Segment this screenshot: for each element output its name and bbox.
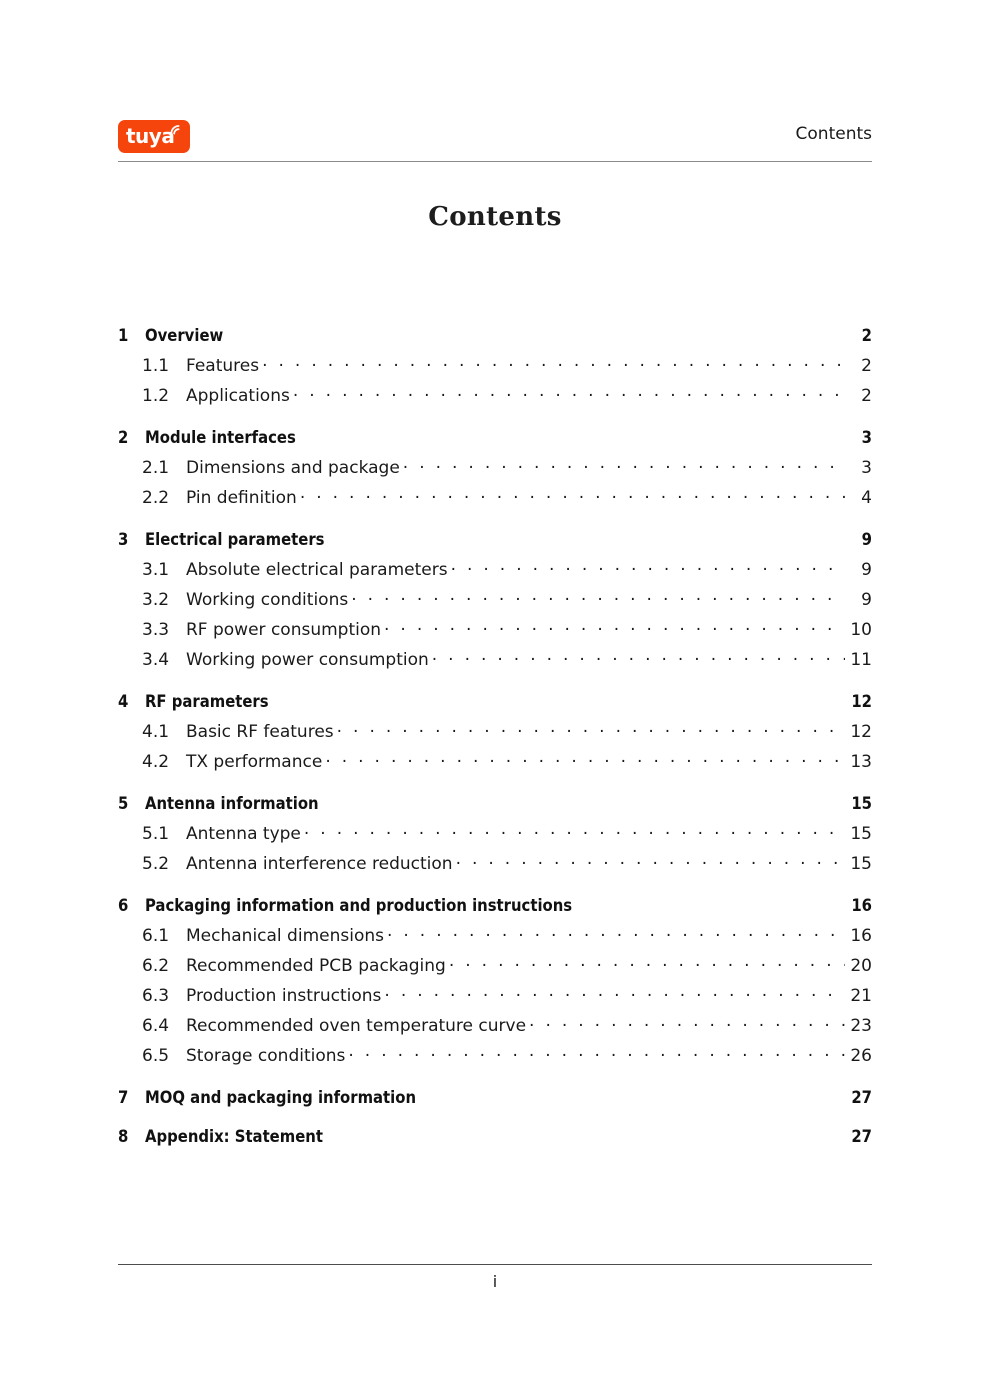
- toc-section-label: Antenna type: [186, 824, 301, 844]
- toc-section-label: Dimensions and package: [186, 458, 400, 478]
- toc-section-entry[interactable]: [118, 852, 872, 882]
- toc-section-number: 6.5: [142, 1046, 170, 1066]
- table-of-contents: [118, 326, 872, 1155]
- toc-chapter-number: 2: [118, 428, 129, 447]
- toc-section-label: Basic RF features: [186, 722, 334, 742]
- toc-section-page: 15: [850, 824, 872, 844]
- toc-section-label: Production instructions: [186, 986, 382, 1006]
- toc-section-number: 5.1: [142, 824, 170, 844]
- toc-section-number: 2.2: [142, 488, 170, 508]
- toc-section-number: 1.1: [142, 356, 170, 376]
- toc-section-entry[interactable]: [118, 456, 872, 486]
- toc-section-page: 9: [861, 590, 872, 610]
- toc-chapter-entry[interactable]: [118, 692, 872, 717]
- toc-chapter-label: Module interfaces: [145, 428, 296, 447]
- toc-section-label: Working power consumption: [186, 650, 429, 670]
- toc-section-entry[interactable]: [118, 1014, 872, 1044]
- toc-section-page: 16: [850, 926, 872, 946]
- page-title: Contents: [428, 202, 562, 232]
- toc-chapter-page: 2: [861, 326, 872, 345]
- toc-chapter-entry[interactable]: [118, 530, 872, 555]
- toc-dot-leader: [529, 1014, 845, 1031]
- page-header: [118, 112, 872, 160]
- toc-section-entry[interactable]: [118, 720, 872, 750]
- toc-group: [118, 1088, 872, 1113]
- running-head: Contents: [795, 124, 872, 144]
- toc-chapter-label: Electrical parameters: [145, 530, 325, 549]
- toc-chapter-entry[interactable]: [118, 428, 872, 453]
- toc-dot-leader: [384, 984, 845, 1001]
- toc-chapter-number: 5: [118, 794, 129, 813]
- toc-section-page: 23: [850, 1016, 872, 1036]
- toc-section-number: 3.3: [142, 620, 170, 640]
- toc-section-entry[interactable]: [118, 558, 872, 588]
- toc-section-label: Pin definition: [186, 488, 297, 508]
- toc-dot-leader: [348, 1044, 845, 1061]
- toc-chapter-page: 16: [851, 896, 872, 915]
- toc-section-entry[interactable]: [118, 618, 872, 648]
- toc-group: [118, 692, 872, 780]
- toc-section-label: Antenna interference reduction: [186, 854, 453, 874]
- toc-section-number: 3.1: [142, 560, 170, 580]
- toc-dot-leader: [325, 750, 845, 767]
- toc-chapter-page: 27: [851, 1088, 872, 1107]
- toc-chapter-number: 1: [118, 326, 129, 345]
- toc-section-entry[interactable]: [118, 954, 872, 984]
- toc-dot-leader: [432, 648, 845, 665]
- toc-section-page: 15: [850, 854, 872, 874]
- toc-dot-leader: [456, 852, 845, 869]
- toc-section-number: 5.2: [142, 854, 170, 874]
- toc-group: [118, 794, 872, 882]
- toc-dot-leader: [403, 456, 845, 473]
- toc-dot-leader: [300, 486, 845, 503]
- toc-group: [118, 1127, 872, 1152]
- toc-section-number: 1.2: [142, 386, 170, 406]
- toc-chapter-label: RF parameters: [145, 692, 269, 711]
- toc-section-number: 4.1: [142, 722, 170, 742]
- toc-section-entry[interactable]: [118, 984, 872, 1014]
- toc-section-label: Recommended oven temperature curve: [186, 1016, 527, 1036]
- toc-dot-leader: [384, 618, 845, 635]
- toc-chapter-label: Overview: [145, 326, 224, 345]
- toc-dot-leader: [387, 924, 845, 941]
- footer-divider: [118, 1264, 872, 1265]
- toc-dot-leader: [262, 354, 845, 371]
- toc-section-page: 4: [861, 488, 872, 508]
- toc-dot-leader: [351, 588, 845, 605]
- toc-chapter-page: 9: [861, 530, 872, 549]
- toc-section-page: 20: [850, 956, 872, 976]
- toc-section-entry[interactable]: [118, 1044, 872, 1074]
- toc-chapter-page: 27: [851, 1127, 872, 1146]
- toc-chapter-page: 15: [851, 794, 872, 813]
- toc-section-label: RF power consumption: [186, 620, 382, 640]
- toc-section-entry[interactable]: [118, 750, 872, 780]
- toc-chapter-number: 6: [118, 896, 129, 915]
- toc-section-page: 3: [861, 458, 872, 478]
- toc-dot-leader: [304, 822, 845, 839]
- toc-chapter-number: 4: [118, 692, 129, 711]
- toc-dot-leader: [451, 558, 845, 575]
- toc-section-number: 3.2: [142, 590, 170, 610]
- toc-section-page: 2: [861, 356, 872, 376]
- wifi-signal-icon: [169, 121, 185, 135]
- toc-section-number: 3.4: [142, 650, 170, 670]
- toc-section-label: Mechanical dimensions: [186, 926, 384, 946]
- toc-section-entry[interactable]: [118, 354, 872, 384]
- tuya-logo: [118, 120, 190, 153]
- logo-wordmark: tuya: [126, 124, 175, 148]
- toc-section-label: TX performance: [186, 752, 323, 772]
- toc-chapter-page: 3: [861, 428, 872, 447]
- toc-chapter-entry[interactable]: [118, 1127, 872, 1152]
- toc-section-number: 6.4: [142, 1016, 170, 1036]
- toc-section-label: Absolute electrical parameters: [186, 560, 448, 580]
- toc-section-page: 21: [850, 986, 872, 1006]
- toc-chapter-number: 8: [118, 1127, 129, 1146]
- toc-dot-leader: [293, 384, 845, 401]
- toc-section-label: Features: [186, 356, 260, 376]
- toc-chapter-label: MOQ and packaging information: [145, 1088, 417, 1107]
- toc-group: [118, 428, 872, 516]
- toc-chapter-label: Packaging information and production instructions: [145, 896, 573, 915]
- toc-chapter-entry[interactable]: [118, 326, 872, 351]
- toc-section-label: Storage conditions: [186, 1046, 346, 1066]
- toc-chapter-label: Antenna information: [145, 794, 319, 813]
- toc-chapter-number: 3: [118, 530, 129, 549]
- toc-section-page: 11: [850, 650, 872, 670]
- toc-section-number: 6.2: [142, 956, 170, 976]
- toc-chapter-entry[interactable]: [118, 794, 872, 819]
- toc-section-page: 2: [861, 386, 872, 406]
- toc-section-page: 26: [850, 1046, 872, 1066]
- toc-section-label: Recommended PCB packaging: [186, 956, 446, 976]
- toc-section-entry[interactable]: [118, 486, 872, 516]
- toc-chapter-entry[interactable]: [118, 1088, 872, 1113]
- toc-section-number: 6.1: [142, 926, 170, 946]
- toc-group: [118, 326, 872, 414]
- toc-section-number: 4.2: [142, 752, 170, 772]
- toc-dot-leader: [449, 954, 845, 971]
- toc-section-entry[interactable]: [118, 588, 872, 618]
- toc-group: [118, 896, 872, 1074]
- toc-section-entry[interactable]: [118, 648, 872, 678]
- toc-section-entry[interactable]: [118, 822, 872, 852]
- toc-chapter-label: Appendix: Statement: [145, 1127, 323, 1146]
- footer-page-number: i: [492, 1272, 498, 1291]
- toc-section-page: 13: [850, 752, 872, 772]
- toc-section-page: 10: [850, 620, 872, 640]
- toc-section-page: 9: [861, 560, 872, 580]
- toc-section-label: Applications: [186, 386, 290, 406]
- toc-chapter-page: 12: [851, 692, 872, 711]
- toc-section-label: Working conditions: [186, 590, 349, 610]
- toc-dot-leader: [337, 720, 845, 737]
- toc-section-entry[interactable]: [118, 924, 872, 954]
- toc-section-number: 2.1: [142, 458, 170, 478]
- toc-chapter-entry[interactable]: [118, 896, 872, 921]
- header-divider: [118, 161, 872, 162]
- toc-section-entry[interactable]: [118, 384, 872, 414]
- toc-section-page: 12: [850, 722, 872, 742]
- toc-chapter-number: 7: [118, 1088, 129, 1107]
- toc-group: [118, 530, 872, 678]
- toc-section-number: 6.3: [142, 986, 170, 1006]
